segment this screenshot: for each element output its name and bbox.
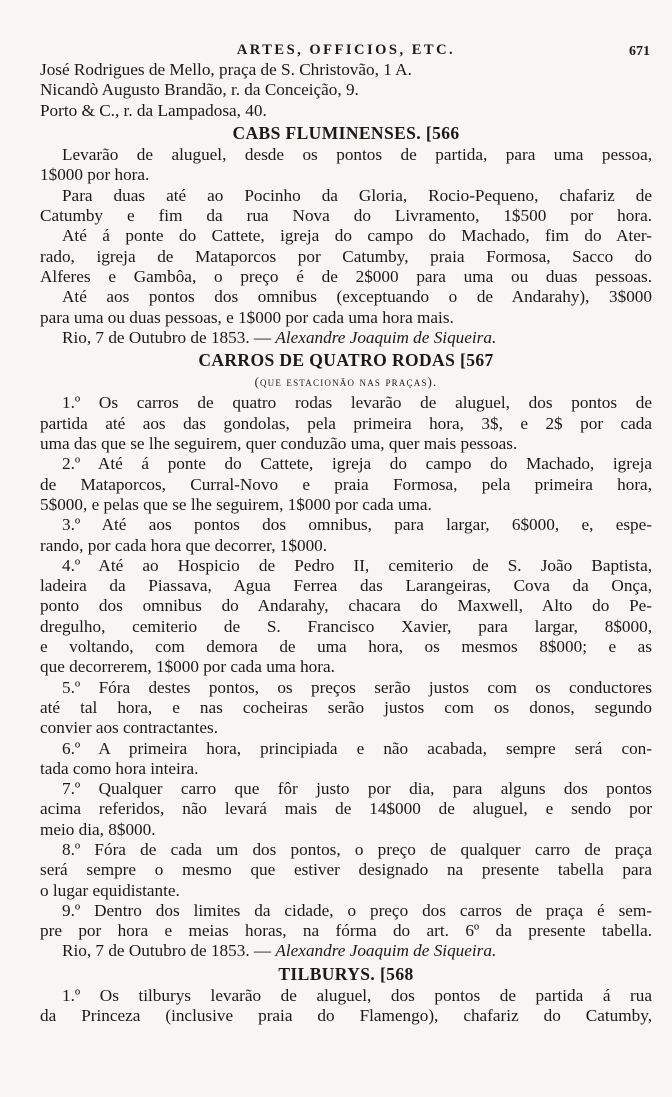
text-line: 6.º A primeira hora, principiada e não acabada, sempre será con- <box>62 738 652 758</box>
page-body <box>40 60 652 1027</box>
text-line: 9.º Dentro dos limites da cidade, o preço dos carros de praça é sem- <box>62 900 652 920</box>
text-line: partida até aos das gondolas, pela primeira hora, 3$, e 2$ por cada <box>40 413 652 433</box>
text-line: para uma ou duas pessoas, e 1$000 por cada uma hora mais. <box>40 307 454 327</box>
text-line: uma das que se lhe seguirem, quer conduzão uma, quer mais pessoas. <box>40 434 518 454</box>
text-line: que decorrerem, 1$000 por cada uma hora. <box>40 657 335 677</box>
text-line: 1$000 por hora. <box>40 165 150 185</box>
address-line: José Rodrigues de Mello, praça de S. Christovão, 1 A. <box>40 60 412 79</box>
text-line: pre por hora e meias horas, na fórma do art. 6º da presente tabella. <box>40 921 652 941</box>
signature-line <box>40 941 652 961</box>
text-line: Até á ponte do Cattete, igreja do campo do Machado, fim do Ater- <box>62 226 652 246</box>
section-heading-tilburys: TILBURYS. [568 <box>278 963 414 984</box>
text-line: Catumby e fim da rua Nova do Livramento, 1$500 por hora. <box>40 206 652 226</box>
text-line: Levarão de aluguel, desde os pontos de partida, para uma pessoa, <box>62 145 652 165</box>
address-line: Nicandò Augusto Brandão, r. da Conceição, 9. <box>40 80 359 100</box>
text-line: ponto dos omnibus do Andarahy, chacara do Maxwell, Alto do Pe- <box>40 596 652 616</box>
text-line: 5$000, e pelas que se lhe seguirem, 1$000 por cada uma. <box>40 494 432 514</box>
text-line: 2.º Até á ponte do Cattete, igreja do campo do Machado, igreja <box>62 454 652 474</box>
text-line: será sempre o mesmo que estiver designado na presente tabella para <box>40 860 652 880</box>
text-line: o lugar equidistante. <box>40 880 180 900</box>
text-line: de Mataporcos, Curral-Novo e praia Formosa, pela primeira hora, <box>40 474 652 494</box>
section-heading-carros: CARROS DE QUATRO RODAS [567 <box>198 350 494 371</box>
text-line: e voltando, com demora de uma hora, os mesmos 8$000; e as <box>40 637 652 657</box>
text-line: meio dia, 8$000. <box>40 819 156 839</box>
text-line: rado, igreja de Mataporcos por Catumby, praia Formosa, Sacco do <box>40 246 652 266</box>
text-line: acima referidos, não levará mais de 14$000 de aluguel, e sendo por <box>40 799 652 819</box>
text-line: 5.º Fóra destes pontos, os preços serão justos com os conductores <box>62 677 652 697</box>
page-number: 671 <box>629 44 650 59</box>
text-line: 1.º Os tilburys levarão de aluguel, dos pontos de partida á rua <box>62 986 652 1006</box>
signature-name: Alexandre Joaquim de Siqueira. <box>275 327 497 347</box>
text-line: 3.º Até aos pontos dos omnibus, para largar, 6$000, e, espe- <box>62 515 652 535</box>
text-line: tada como hora inteira. <box>40 758 199 778</box>
text-line: Alferes e Gambôa, o preço é de 2$000 para uma ou duas pessoas. <box>40 266 652 286</box>
signature-name: Alexandre Joaquim de Siqueira. <box>275 941 497 961</box>
text-line: dregulho, cemiterio de S. Francisco Xavier, para largar, 8$000, <box>40 616 652 636</box>
text-line: até tal hora, e nas cocheiras serão justos com os donos, segundo <box>40 697 652 717</box>
section-subnote: (que estacionão nas praças). <box>254 375 438 390</box>
text-line: Até aos pontos dos omnibus (exceptuando o de Andarahy), 3$000 <box>62 287 652 307</box>
text-line: convier aos contractantes. <box>40 718 219 738</box>
section-heading-cabs: CABS FLUMINENSES. [566 <box>232 122 460 143</box>
text-line: ladeira da Piassava, Agua Ferrea das Larangeiras, Cova da Onça, <box>40 576 652 596</box>
address-line: Porto & C., r. da Lampadosa, 40. <box>40 100 267 120</box>
running-title: ARTES, OFFICIOS, ETC. <box>236 42 456 58</box>
text-line: Para duas até ao Pocinho da Gloria, Rocio-Pequeno, chafariz de <box>62 185 652 205</box>
text-line: 8.º Fóra de cada um dos pontos, o preço de qualquer carro de praça <box>62 839 652 859</box>
text-line: 7.º Qualquer carro que fôr justo por dia, para alguns dos pontos <box>62 779 652 799</box>
text-line: da Princeza (inclusive praia do Flamengo), chafariz do Catumby, <box>40 1006 652 1026</box>
signature-line <box>40 328 652 348</box>
signature-date: Rio, 7 de Outubro de 1853. — <box>62 327 272 347</box>
text-line: 1.º Os carros de quatro rodas levarão de aluguel, dos pontos de <box>62 393 652 413</box>
signature-date: Rio, 7 de Outubro de 1853. — <box>62 941 272 961</box>
text-line: rando, por cada hora que decorrer, 1$000. <box>40 535 328 555</box>
running-header <box>40 34 652 60</box>
text-line: 4.º Até ao Hospicio de Pedro II, cemiterio de S. João Baptista, <box>62 555 652 575</box>
